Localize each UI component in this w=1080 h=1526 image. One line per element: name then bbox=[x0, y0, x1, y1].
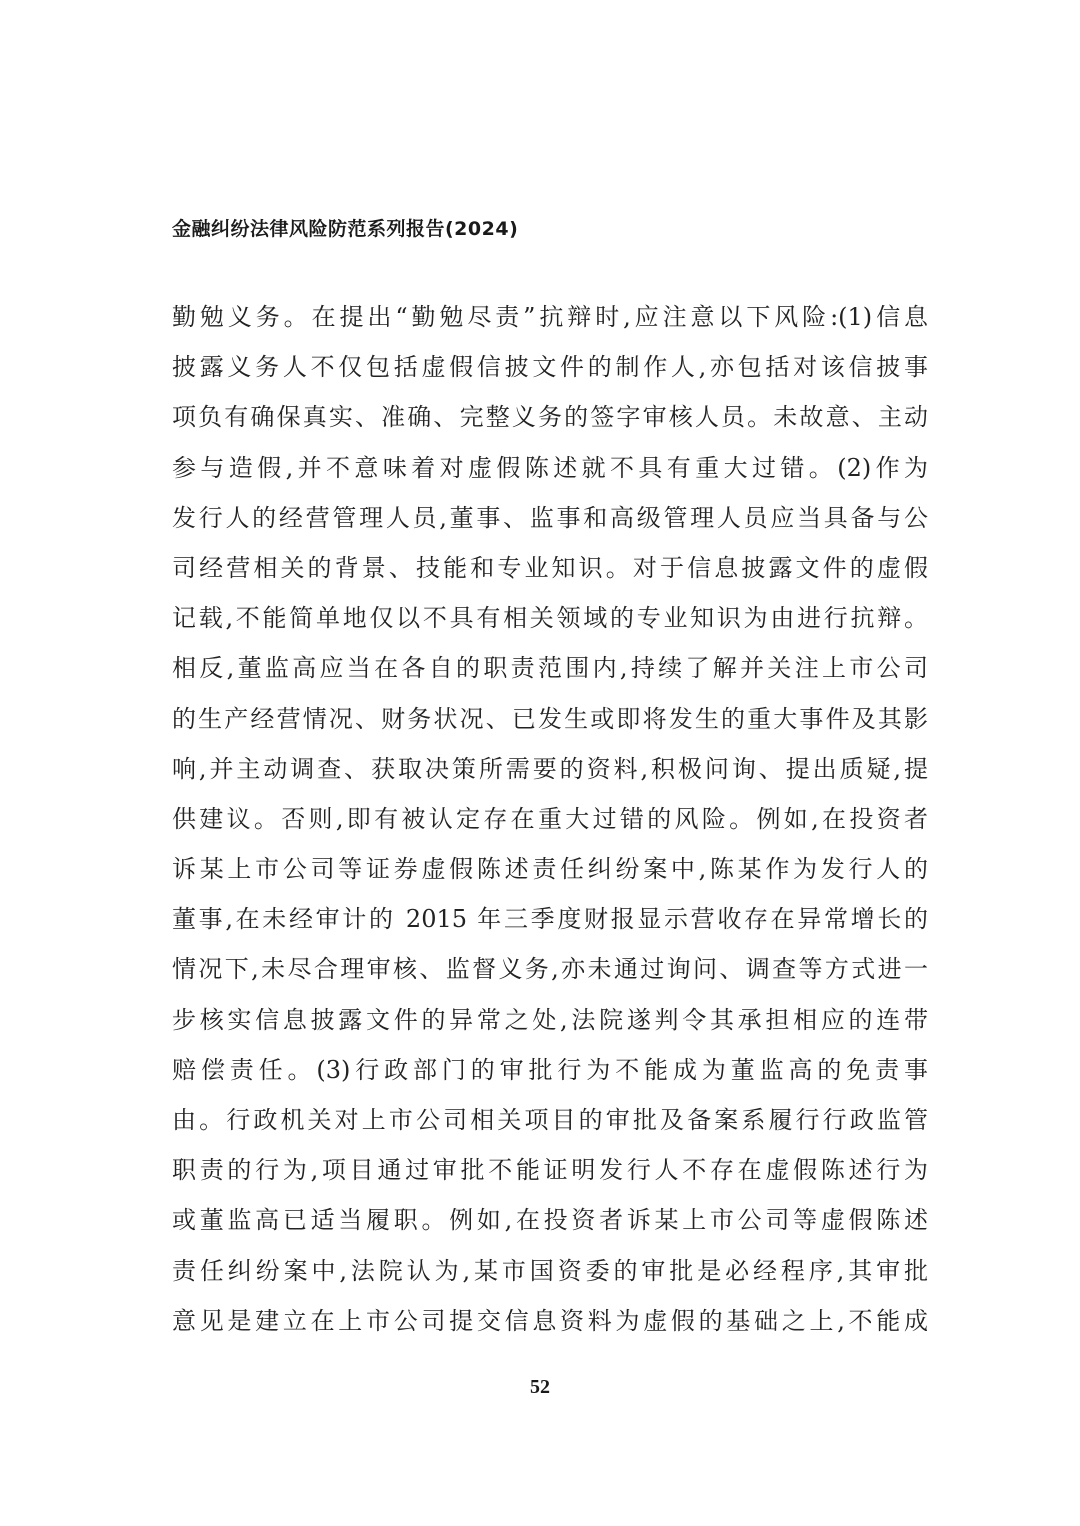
text-line: 责任纠纷案中,法院认为,某市国资委的审批是必经程序,其审批 bbox=[172, 1256, 928, 1285]
text-line: 诉某上市公司等证券虚假陈述责任纠纷案中,陈某作为发行人的 bbox=[172, 855, 928, 884]
text-line: 相反,董监高应当在各自的职责范围内,持续了解并关注上市公司 bbox=[172, 654, 928, 683]
text-line: 发行人的经营管理人员,董事、监事和高级管理人员应当具备与公 bbox=[172, 503, 928, 532]
text-line: 记载,不能简单地仅以不具有相关领域的专业知识为由进行抗辩。 bbox=[172, 604, 928, 633]
text-line: 司经营相关的背景、技能和专业知识。对于信息披露文件的虚假 bbox=[172, 553, 928, 582]
text-line: 由。行政机关对上市公司相关项目的审批及备案系履行行政监管 bbox=[172, 1106, 928, 1134]
text-line: 赔偿责任。(3)行政部门的审批行为不能成为董监高的免责事 bbox=[172, 1055, 928, 1084]
text-line: 勤勉义务。在提出“勤勉尽责”抗辩时,应注意以下风险:(1)信息 bbox=[172, 303, 928, 331]
text-line: 供建议。否则,即有被认定存在重大过错的风险。例如,在投资者 bbox=[172, 804, 928, 833]
text-line: 情况下,未尽合理审核、监督义务,亦未通过询问、调查等方式进一 bbox=[172, 955, 928, 984]
text-line: 董事,在未经审计的 2015 年三季度财报显示营收存在异常增长的 bbox=[172, 905, 928, 934]
text-line: 参与造假,并不意味着对虚假陈述就不具有重大过错。(2)作为 bbox=[172, 453, 928, 482]
page-number: 52 bbox=[530, 1376, 550, 1398]
text-line: 的生产经营情况、财务状况、已发生或即将发生的重大事件及其影 bbox=[172, 704, 928, 733]
body-paragraph bbox=[172, 292, 928, 1346]
text-line: 项负有确保真实、准确、完整义务的签字审核人员。未故意、主动 bbox=[172, 403, 928, 432]
running-header-title: 金融纠纷法律风险防范系列报告(2024) bbox=[172, 218, 519, 240]
text-line: 职责的行为,项目通过审批不能证明发行人不存在虚假陈述行为 bbox=[172, 1156, 928, 1185]
text-line: 意见是建立在上市公司提交信息资料为虚假的基础之上,不能成 bbox=[172, 1306, 928, 1335]
text-line: 响,并主动调查、获取决策所需要的资料,积极问询、提出质疑,提 bbox=[172, 754, 928, 783]
text-line: 步核实信息披露文件的异常之处,法院遂判令其承担相应的连带 bbox=[172, 1005, 928, 1034]
text-line: 披露义务人不仅包括虚假信披文件的制作人,亦包括对该信披事 bbox=[172, 353, 928, 382]
text-line: 或董监高已适当履职。例如,在投资者诉某上市公司等虚假陈述 bbox=[172, 1206, 928, 1235]
